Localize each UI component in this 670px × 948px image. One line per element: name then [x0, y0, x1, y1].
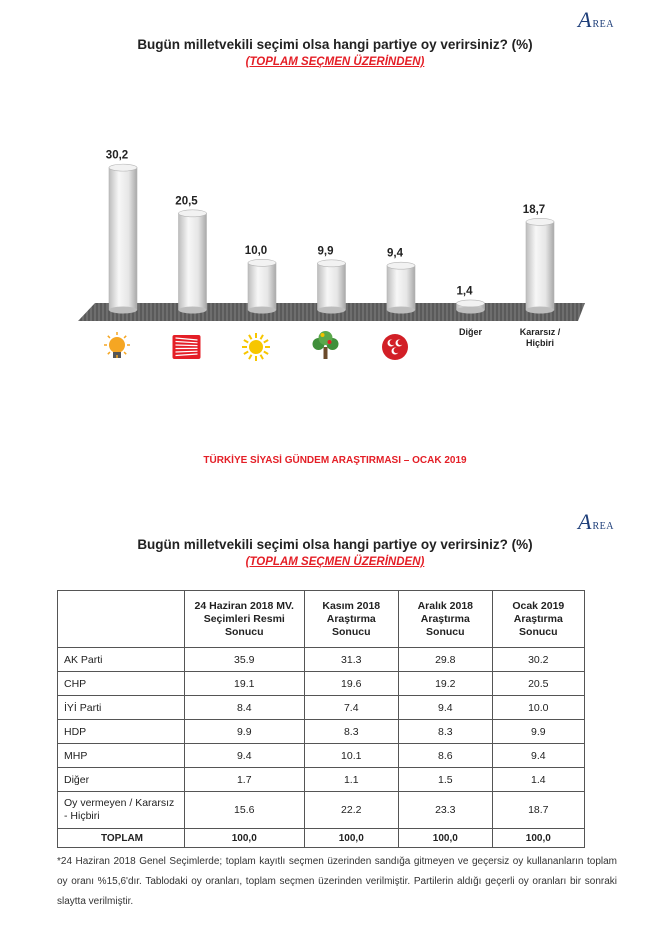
value-cell: 10.0: [492, 696, 584, 720]
value-cell: 20.5: [492, 672, 584, 696]
bar-body: [387, 266, 415, 310]
bar-1: [106, 150, 137, 314]
bar-base: [179, 307, 207, 314]
bar-cap: [248, 259, 276, 266]
footnote: *24 Haziran 2018 Genel Seçimlerde; toplam kayıtlı seçmen üzerinden sandığa gitmeyen ve geçersiz oy kullananların toplam oy oranı %15,6'dır. Tablodaki oy oranları, toplam seçmen üzerinden verilmiştir. Partilerin aldığı geçerli oy oranları bir sonraki slaytta verilmiştir.: [57, 856, 617, 907]
party-cell: CHP: [58, 672, 185, 696]
value-label: 10,0: [244, 244, 268, 257]
value-cell: 9.4: [492, 744, 584, 768]
value-label: 1,4: [456, 285, 473, 298]
value-cell: 19.6: [304, 672, 398, 696]
table-title: Bugün milletvekili seçimi olsa hangi partiye oy verirsiniz? (%): [137, 537, 533, 552]
bar-base: [457, 307, 485, 314]
bar-cap: [109, 164, 137, 171]
total-label: TOPLAM: [58, 829, 185, 848]
bar-body: [179, 213, 207, 310]
value-cell: 8.3: [304, 720, 398, 744]
bar-6: [457, 285, 485, 313]
header-empty: [58, 591, 185, 648]
bar-cap: [526, 218, 554, 225]
value-cell: 8.4: [185, 696, 305, 720]
bar-body: [526, 222, 554, 310]
value-cell: 35.9: [185, 648, 305, 672]
table-header-row: [58, 591, 585, 648]
chart-title: Bugün milletvekili seçimi olsa hangi partiye oy verirsiniz? (%): [137, 37, 533, 52]
value-cell: 19.1: [185, 672, 305, 696]
table-row: [58, 792, 585, 829]
value-cell: 22.2: [304, 792, 398, 829]
table-row: [58, 768, 585, 792]
value-cell: 1.5: [398, 768, 492, 792]
logo-mark: A: [578, 7, 592, 32]
value-cell: 1.4: [492, 768, 584, 792]
header-dec-2018: Aralık 2018 Araştırma Sonucu: [398, 591, 492, 648]
party-cell: Oy vermeyen / Kararsız - Hiçbiri: [58, 792, 185, 829]
value-label: 30,2: [105, 149, 129, 162]
value-cell: 9.9: [185, 720, 305, 744]
logo-mark-2: A: [578, 509, 592, 534]
chart-subtitle: (TOPLAM SEÇMEN ÜZERİNDEN): [245, 56, 425, 68]
value-label: 20,5: [175, 195, 198, 208]
value-cell: 8.3: [398, 720, 492, 744]
total-cell: 100,0: [185, 829, 305, 848]
bar-base: [318, 307, 346, 314]
bar-chart: [0, 120, 670, 380]
table-row: [58, 648, 585, 672]
value-cell: 18.7: [492, 792, 584, 829]
value-cell: 8.6: [398, 744, 492, 768]
value-cell: 9.4: [398, 696, 492, 720]
category-label: Diğer: [458, 327, 483, 337]
chp-six-arrows-icon: [173, 335, 201, 359]
bar-cap: [457, 300, 485, 307]
mhp-crescents-icon: [382, 334, 408, 360]
table-row: [58, 720, 585, 744]
table-row: [58, 744, 585, 768]
bar-base: [387, 307, 415, 314]
bar-body: [248, 263, 276, 310]
ak-parti-lightbulb-icon: [104, 332, 130, 358]
area-logo: [578, 7, 614, 32]
bar-base: [248, 307, 276, 314]
bar-7: [523, 204, 554, 314]
header-jan-2019: Ocak 2019 Araştırma Sonucu: [492, 591, 584, 648]
table-row: [58, 672, 585, 696]
hdp-tree-icon: [313, 331, 339, 359]
total-row: [58, 829, 585, 848]
value-cell: 15.6: [185, 792, 305, 829]
value-label: 9,4: [387, 247, 403, 260]
value-cell: 1.7: [185, 768, 305, 792]
table-subtitle: (TOPLAM SEÇMEN ÜZERİNDEN): [245, 556, 425, 568]
value-cell: 10.1: [304, 744, 398, 768]
value-label: 9,9: [317, 245, 334, 258]
bar-base: [526, 307, 554, 314]
header-june-2018: 24 Haziran 2018 MV. Seçimleri Resmi Sonucu: [185, 591, 305, 648]
bar-body: [109, 168, 137, 310]
total-cell: 100,0: [398, 829, 492, 848]
value-cell: 7.4: [304, 696, 398, 720]
party-cell: AK Parti: [58, 648, 185, 672]
area-logo-2: [578, 509, 614, 534]
party-cell: MHP: [58, 744, 185, 768]
bar-5: [387, 248, 415, 314]
category-label: Hiçbiri: [525, 338, 555, 348]
bar-4: [318, 245, 346, 313]
bar-cap: [179, 210, 207, 217]
value-cell: 31.3: [304, 648, 398, 672]
value-cell: 9.4: [185, 744, 305, 768]
bar-base: [109, 307, 137, 314]
results-table: [57, 590, 585, 848]
value-cell: 29.8: [398, 648, 492, 672]
bar-2: [175, 195, 206, 313]
value-cell: 9.9: [492, 720, 584, 744]
party-cell: İYİ Parti: [58, 696, 185, 720]
value-label: 18,7: [522, 203, 546, 216]
bar-cap: [318, 260, 346, 267]
category-label: Kararsız /: [519, 327, 561, 337]
bar-body: [318, 263, 346, 310]
total-cell: 100,0: [304, 829, 398, 848]
value-cell: 1.1: [304, 768, 398, 792]
bar-3: [245, 245, 276, 314]
logo-text-2: REA: [592, 521, 614, 532]
party-cell: Diğer: [58, 768, 185, 792]
source-line: TÜRKİYE SİYASİ GÜNDEM ARAŞTIRMASI – OCAK 2019: [203, 455, 467, 466]
bar-cap: [387, 262, 415, 269]
value-cell: 19.2: [398, 672, 492, 696]
value-cell: 30.2: [492, 648, 584, 672]
total-cell: 100,0: [492, 829, 584, 848]
iyi-parti-sun-icon: [242, 333, 270, 361]
table-row: [58, 696, 585, 720]
header-nov-2018: Kasım 2018 Araştırma Sonucu: [304, 591, 398, 648]
party-cell: HDP: [58, 720, 185, 744]
value-cell: 23.3: [398, 792, 492, 829]
logo-text: REA: [592, 19, 614, 30]
